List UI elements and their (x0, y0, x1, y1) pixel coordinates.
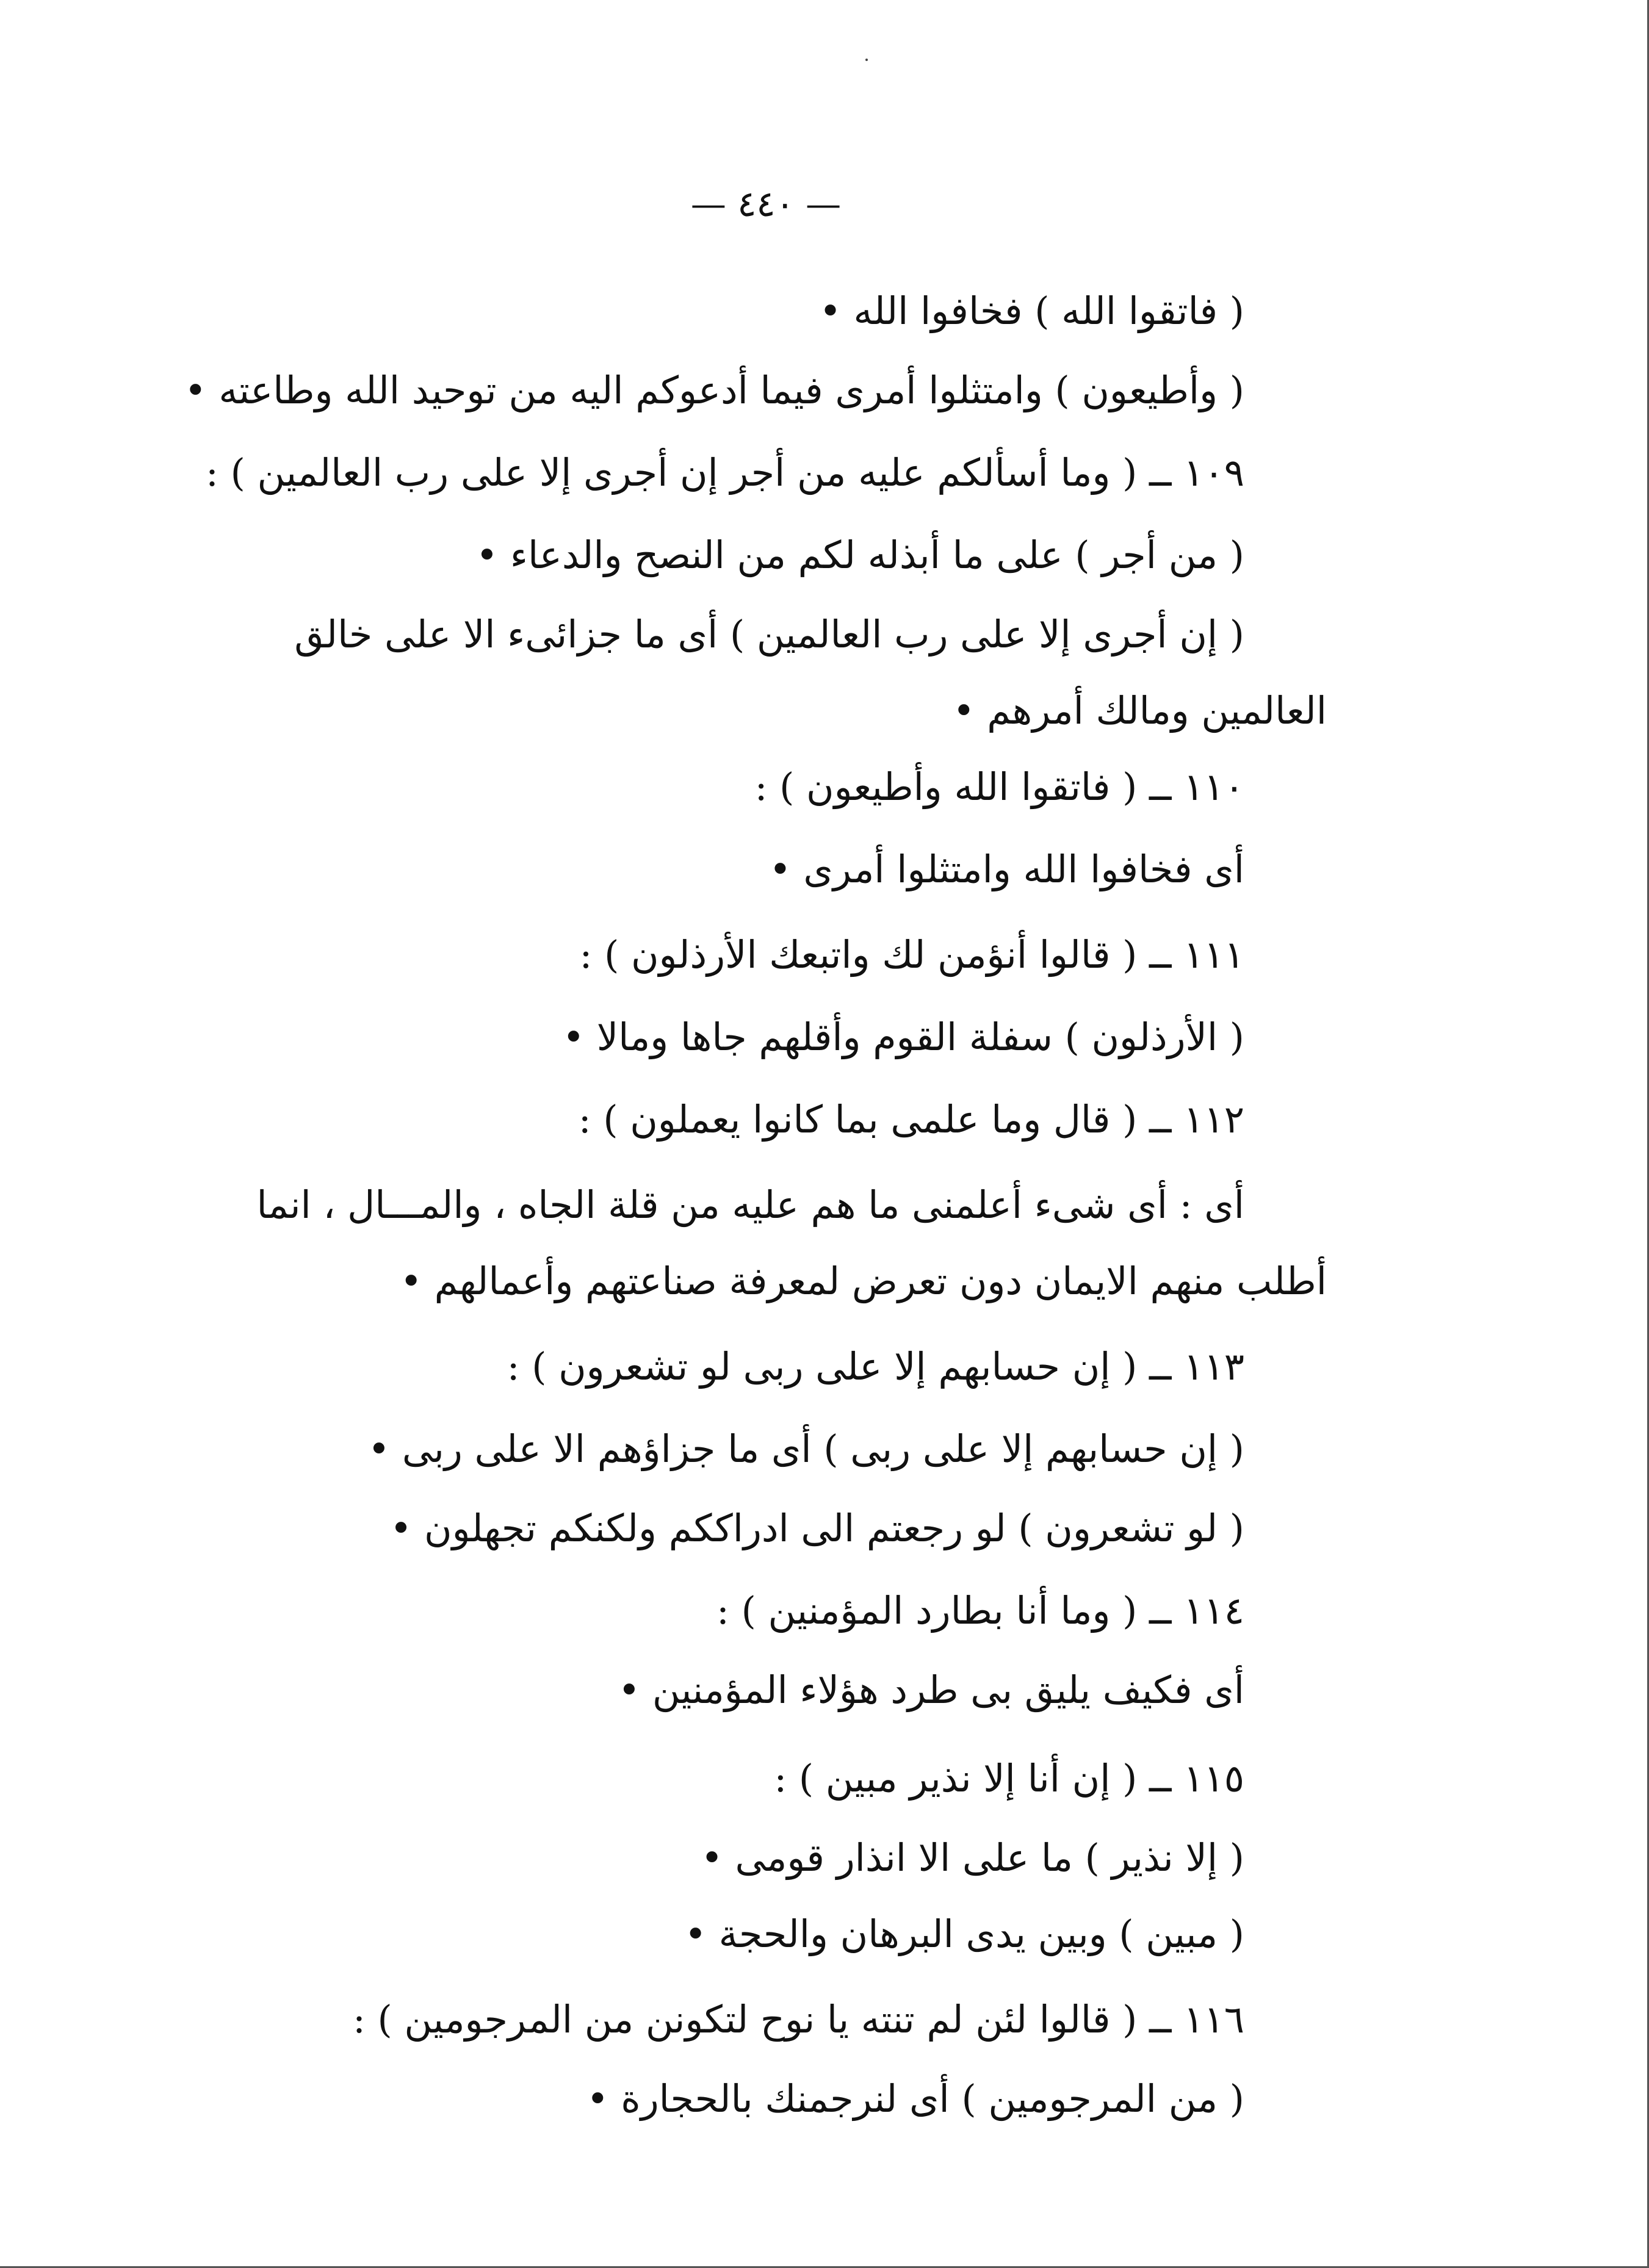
text-line-8: أى فخافوا الله وامتثلوا أمرى • (769, 847, 1244, 891)
text-line-21: ( مبين ) وبين يدى البرهان والحجة • (684, 1912, 1244, 1956)
text-line-22: ١١٦ ــ ( قالوا لئن لم تنته يا نوح لتكونن من المرجومين ) : (352, 1997, 1244, 2042)
text-line-1: ( فاتقوا الله ) فخافوا الله • (819, 289, 1244, 333)
text-line-17: ١١٤ ــ ( وما أنا بطارد المؤمنين ) : (716, 1588, 1244, 1633)
text-line-18: أى فكيف يليق بى طرد هؤلاء المؤمنين • (618, 1668, 1244, 1712)
text-line-12: أى : أى شىء أعلمنى ما هم عليه من قلة الجاه ، والمـــال ، انما (256, 1183, 1244, 1227)
scan-speck (865, 59, 868, 61)
text-line-9: ١١١ ــ ( قالوا أنؤمن لك واتبعك الأرذلون ) : (579, 932, 1244, 977)
text-line-4: ( من أجر ) على ما أبذله لكم من النصح والدعاء • (475, 533, 1244, 577)
text-line-3: ١٠٩ ــ ( وما أسألكم عليه من أجر إن أجرى إلا على رب العالمين ) : (206, 450, 1244, 495)
page-number: — ٤٤٠ — (690, 183, 842, 225)
text-line-5: ( إن أجرى إلا على رب العالمين ) أى ما جزائىء الا على خالق (294, 612, 1244, 657)
text-line-7: ١١٠ ــ ( فاتقوا الله وأطيعون ) : (754, 765, 1244, 809)
text-line-23: ( من المرجومين ) أى لنرجمنك بالحجارة • (586, 2076, 1244, 2121)
text-line-15: ( إن حسابهم إلا على ربى ) أى ما جزاؤهم الا على ربى • (367, 1427, 1244, 1471)
text-line-13: أطلب منهم الايمان دون تعرض لمعرفة صناعتهم وأعمالهم • (400, 1259, 1327, 1303)
text-line-10: ( الأرذلون ) سفلة القوم وأقلهم جاها ومالا • (562, 1015, 1244, 1059)
text-line-11: ١١٢ ــ ( قال وما علمى بما كانوا يعملون ) : (578, 1097, 1244, 1142)
text-line-2: ( وأطيعون ) وامتثلوا أمرى فيما أدعوكم اليه من توحيد الله وطاعته • (184, 368, 1244, 412)
text-line-14: ١١٣ ــ ( إن حسابهم إلا على ربى لو تشعرون ) : (507, 1344, 1244, 1389)
text-line-16: ( لو تشعرون ) لو رجعتم الى ادراككم ولكنكم تجهلون • (389, 1506, 1244, 1550)
text-line-20: ( إلا نذير ) ما على الا انذار قومى • (701, 1835, 1244, 1880)
text-line-6: العالمين ومالك أمرهم • (952, 688, 1327, 733)
text-line-19: ١١٥ ــ ( إن أنا إلا نذير مبين ) : (774, 1756, 1244, 1801)
